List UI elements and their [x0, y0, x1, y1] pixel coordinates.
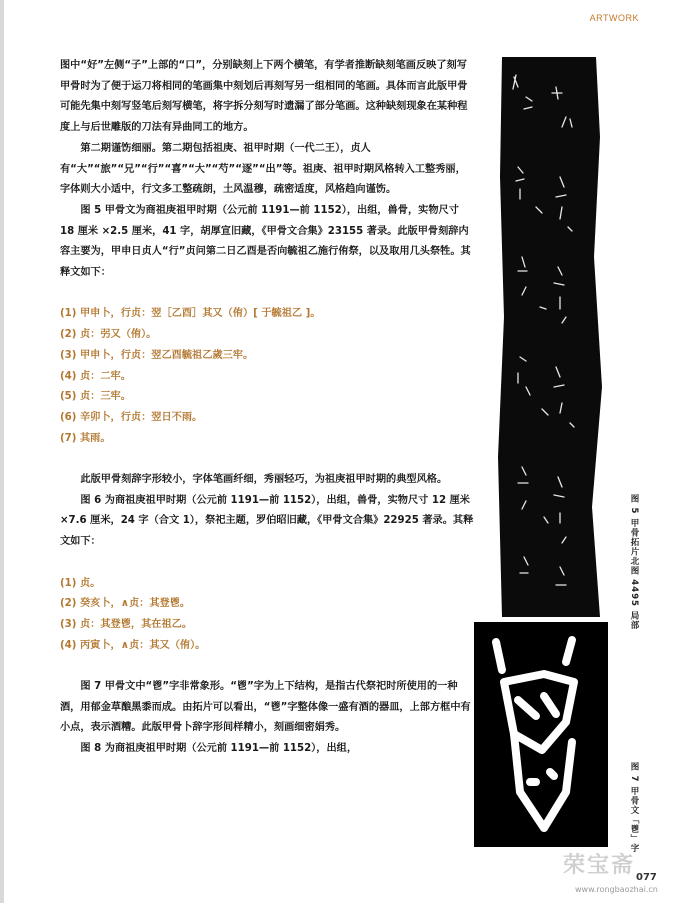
paragraph-2: 第二期谨饬细丽。第二期包括祖庚、祖甲时期（一代二王），贞人有“大”“旅”“兄”“行”“喜”“大”“芍”“逐”“出”等。祖庚、祖甲时期风格转入工整秀丽，字体则大小适中，行文多工整疏朗，土风温穆，疏密适度，风格趋向谨饬。: [60, 142, 466, 196]
paragraph-4: 此版甲骨刻辞字形较小，字体笔画纤细，秀丽轻巧，为祖庚祖甲时期的典型风格。: [80, 474, 448, 486]
figure-5-caption: 图 5 甲骨拓片北图 4495 局部: [629, 494, 639, 630]
paragraph-6: 图 7 甲骨文中“鬯”字非常象形。“鬯”字为上下结构，是指古代祭祀时所使用的一种酒，用郁金草酿黑黍而成。由拓片可以看出，“鬯”字整体像一盛有酒的器皿，上部方框中有小点，表示酒糟。此版甲骨卜辞字形间样精小，刻画细密娟秀。: [60, 681, 471, 734]
paragraph-3: 图 5 甲骨文为商祖庚祖甲时期（公元前 1191—前 1152），出组，兽骨，实物尺寸 18 厘米 ×2.5 厘米，41 字，胡厚宣旧藏，《甲骨文合集》23155 著录。此版甲骨刻辞内容主要为，甲申日贞人“行”贞问第二日乙酉是否向毓祖乙施行侑祭，以及取用几头祭牲。其释文如下：: [60, 204, 471, 279]
list-item: (5) 贞：三牢。: [60, 391, 131, 403]
list-item: (4) 丙寅卜，∧贞：其又（侑）。: [60, 639, 206, 651]
page-number: 077: [636, 872, 657, 883]
paragraph-7: 图 8 为商祖庚祖甲时期（公元前 1191—前 1152），出组，: [80, 743, 358, 755]
list-item: (2) 贞：弜又（侑）。: [60, 329, 157, 341]
watermark-logo: 荣宝斋: [563, 852, 636, 878]
chang-glyph: [474, 622, 608, 847]
list-item: (6) 辛卯卜，行贞：翌日不雨。: [60, 411, 203, 423]
oracle-bone-rubbing-image: [496, 57, 608, 617]
watermark-url: www.rongbaozhai.cn: [575, 885, 658, 894]
list-item: (7) 其雨。: [60, 432, 111, 444]
list-item: (1) 甲申卜，行贞：翌［乙酉］其又（侑）[ 于毓祖乙 ]。: [60, 308, 321, 320]
chang-character-image: [474, 622, 608, 847]
list-item: (2) 癸亥卜，∧贞：其登鬯。: [60, 598, 191, 610]
paragraph-1: 图中“好”左侧“子”上部的“口”，分别缺刻上下两个横笔，有学者推断缺刻笔画反映了刻写甲骨时为了便于运刀将相同的笔画集中刻划后再刻写另一组相同的笔画。具体而言此版甲骨可能先集中刻写竖笔后刻写横笔，将字拆分刻写时遗漏了部分笔画。这种缺刻现象在某种程度上与后世雕版的刀法有异曲同工的地方。: [60, 60, 468, 134]
list-item: (3) 甲申卜，行贞：翌乙酉毓祖乙歲三牢。: [60, 349, 254, 361]
list-item: (1) 贞。: [60, 577, 101, 589]
list-item: (4) 贞：二牢。: [60, 370, 131, 382]
list-item: (3) 贞：其登鬯，其在祖乙。: [60, 618, 193, 630]
transcription-list-1: [60, 304, 475, 449]
rubbing-texture: [496, 57, 608, 617]
transcription-list-2: [60, 574, 475, 657]
figure-7-caption: 图 7 甲骨文「鬯」字: [629, 762, 639, 853]
paragraph-5: 图 6 为商祖庚祖甲时期（公元前 1191—前 1152），出组，兽骨，实物尺寸 12 厘米 ×7.6 厘米，24 字（合文 1），祭祀主题，罗伯昭旧藏，《甲骨文合集》22925 著录。其释文如下：: [60, 494, 474, 548]
article-body: [60, 56, 475, 760]
page-edge: [0, 0, 4, 903]
section-header: ARTWORK: [589, 13, 639, 23]
